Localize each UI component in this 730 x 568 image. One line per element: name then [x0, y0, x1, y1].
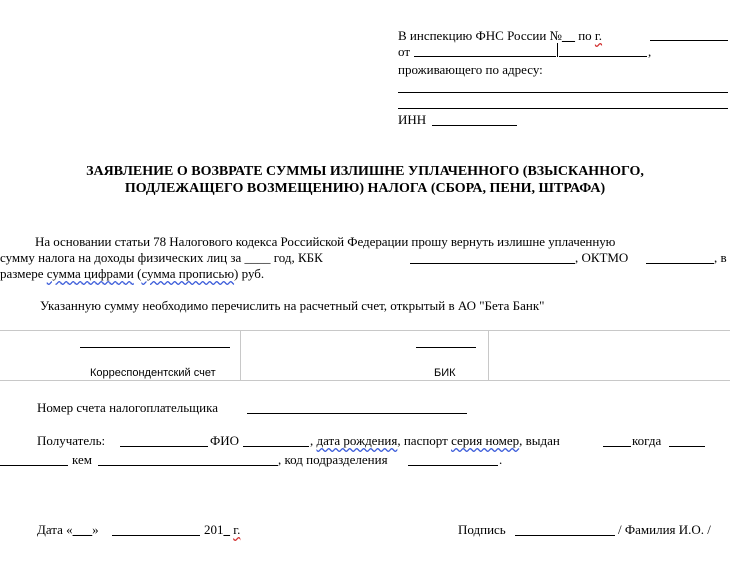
- header-inspection-prefix: В инспекцию ФНС России №: [398, 28, 562, 43]
- body-paragraph-1-line-1: На основании статьи 78 Налогового кодекса Российской Федерации прошу вернуть излишне уплаченную: [35, 234, 616, 249]
- recipient-fio-blank-pre[interactable]: [120, 446, 208, 447]
- header-inspection-mid: по: [574, 28, 595, 43]
- body-paragraph-1-line-3: [0, 266, 264, 281]
- corr-account-label: Корреспондентский счет: [90, 367, 216, 379]
- body-amount-suffix: ) руб.: [234, 266, 265, 281]
- body-paragraph-1-line-2: [0, 250, 323, 265]
- body-kbk-blank[interactable]: [410, 263, 575, 264]
- footer-year-prefix: 201: [204, 522, 224, 537]
- header-address-blank-1[interactable]: [398, 92, 728, 93]
- body-line-2-end: , в: [714, 250, 727, 265]
- body-kbk-label: год, КБК: [270, 250, 323, 265]
- header-from-blank-2[interactable]: [559, 56, 647, 57]
- bik-blank[interactable]: [416, 347, 476, 348]
- header-address-blank-2[interactable]: [398, 108, 728, 109]
- recipient-issued-blank-post[interactable]: [669, 446, 705, 447]
- recipient-issued-blank-pre[interactable]: [603, 446, 631, 447]
- document-title-line-2: ПОДЛЕЖАЩЕГО ВОЗМЕЩЕНИЮ) НАЛОГА (СБОРА, ПЕНИ, ШТРАФА): [124, 181, 606, 196]
- table-divider-1: [240, 330, 241, 380]
- recipient-birth: , дата рождения, паспорт серия номер, выдан: [310, 433, 560, 448]
- header-address-label: проживающего по адресу:: [398, 62, 543, 77]
- body-amount-digits[interactable]: сумма цифрами: [46, 266, 134, 281]
- footer-date-label: Дата «: [37, 522, 73, 537]
- footer-date: [37, 522, 99, 537]
- header-city-blank[interactable]: [650, 40, 728, 41]
- header-line-from: [398, 44, 410, 59]
- header-inn-label: ИНН: [398, 112, 427, 127]
- footer-signature-blank[interactable]: [515, 535, 615, 536]
- body-tax-year-blank[interactable]: ____: [244, 250, 271, 265]
- bik-label: БИК: [434, 367, 456, 379]
- footer-signature-label: Подпись: [458, 522, 506, 537]
- footer-year-suffix: г.: [233, 522, 241, 537]
- table-border-top: [0, 330, 730, 331]
- header-line-inspection: [398, 28, 602, 43]
- recipient-dept-code-blank[interactable]: [408, 465, 498, 466]
- recipient-label: Получатель:: [37, 433, 106, 448]
- footer-name-label: / Фамилия И.О. /: [618, 522, 711, 537]
- account-number-label: Номер счета налогоплательщика: [37, 400, 219, 415]
- header-city-abbr: г.: [594, 28, 603, 43]
- corr-account-blank[interactable]: [80, 347, 230, 348]
- header-from-blank-1[interactable]: [414, 56, 556, 57]
- body-amount-words[interactable]: сумма прописью: [141, 266, 235, 281]
- header-from-comma: ,: [648, 44, 652, 59]
- header-inspection-number-blank[interactable]: __: [561, 28, 575, 43]
- recipient-issued-by-blank[interactable]: [98, 465, 278, 466]
- recipient-issued-text: , выдан: [519, 433, 560, 448]
- recipient-passport-text: , паспорт: [397, 433, 452, 448]
- recipient-issued-by[interactable]: кем: [72, 452, 92, 467]
- recipient-fio-blank-post[interactable]: [243, 446, 309, 447]
- footer-year-blank[interactable]: _: [223, 522, 230, 537]
- body-oktmo-blank[interactable]: [646, 263, 714, 264]
- body-oktmo-label: , ОКТМО: [575, 250, 629, 265]
- recipient-birth-date[interactable]: дата рождения: [316, 433, 398, 448]
- recipient-passport-series[interactable]: серия номер: [451, 433, 520, 448]
- body-amount-open: (: [133, 266, 142, 281]
- document-title-line-1: ЗАЯВЛЕНИЕ О ВОЗВРАТЕ СУММЫ ИЗЛИШНЕ УПЛАЧЕННОГО (ВЗЫСКАННОГО,: [86, 164, 644, 179]
- text-cursor: [557, 43, 558, 57]
- header-from-label: от: [398, 44, 411, 59]
- account-number-blank[interactable]: [247, 413, 467, 414]
- recipient-line-2-blank-pre[interactable]: [0, 465, 68, 466]
- body-tax-year-text: сумму налога на доходы физических лиц за: [0, 250, 245, 265]
- body-paragraph-2: Указанную сумму необходимо перечислить на расчетный счет, открытый в АО "Бета Банк": [40, 298, 545, 313]
- table-divider-2: [488, 330, 489, 380]
- footer-year: [204, 522, 240, 537]
- footer-day-blank[interactable]: ___: [72, 522, 93, 537]
- recipient-fio[interactable]: ФИО: [210, 433, 240, 448]
- recipient-line-2-end: .: [499, 452, 503, 467]
- body-amount-prefix: размере: [0, 266, 47, 281]
- header-inn-blank[interactable]: [432, 125, 517, 126]
- footer-month-blank[interactable]: [112, 535, 200, 536]
- footer-date-close: »: [92, 522, 99, 537]
- recipient-issued-when[interactable]: когда: [632, 433, 662, 448]
- recipient-dept-code-label: , код подразделения: [278, 452, 388, 467]
